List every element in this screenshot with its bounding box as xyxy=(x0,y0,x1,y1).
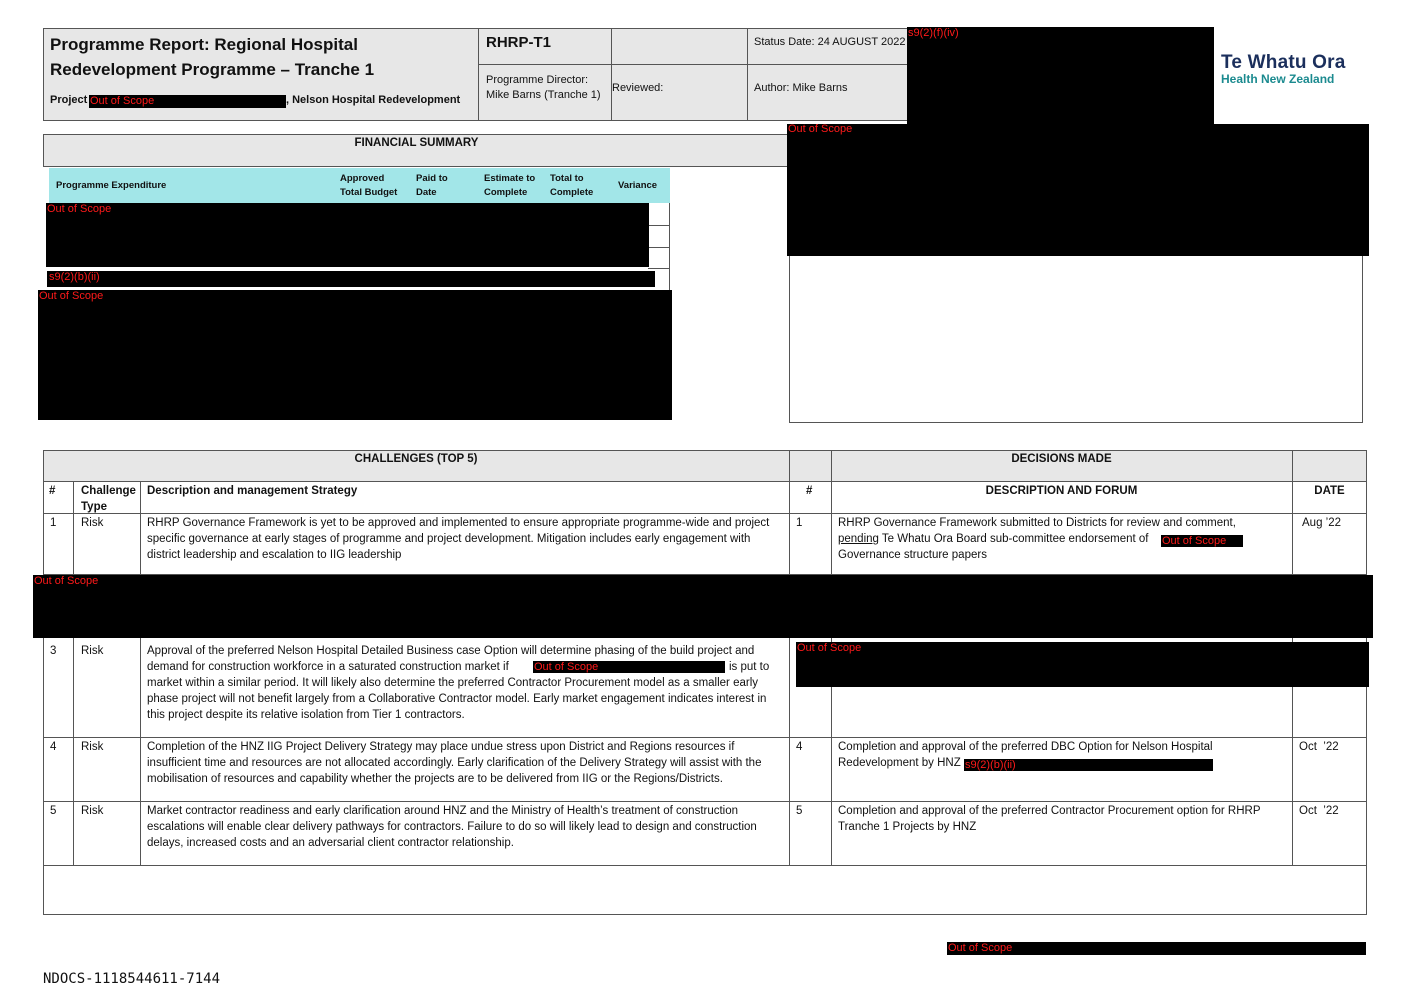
redaction-label: Out of Scope xyxy=(788,123,853,135)
redaction-financial-s9 xyxy=(47,271,655,287)
decisions-col-date: DATE xyxy=(1314,485,1345,497)
decision-num: 1 xyxy=(796,517,803,529)
challenge-type: Risk xyxy=(81,805,104,817)
decision-date: Oct ’22 xyxy=(1299,741,1339,753)
redaction-top-right xyxy=(907,27,1214,125)
challenges-title: CHALLENGES (TOP 5) xyxy=(354,453,478,465)
redaction-label: Out of Scope xyxy=(39,290,104,302)
challenge-desc-line: Approval of the preferred Nelson Hospital Detailed Business case Option will determine phasing of the build project and demand for construction workforce in a saturated construction market if xyxy=(147,645,755,673)
report-title: Programme Report: Regional Hospital Redevelopment Programme – Tranche 1 xyxy=(50,35,375,79)
decisions-title: DECISIONS MADE xyxy=(1011,453,1112,465)
challenge-num: 1 xyxy=(50,517,57,529)
redaction-label: Out of Scope xyxy=(47,203,112,215)
redaction-label: Out of Scope xyxy=(534,661,599,673)
decision-num: 4 xyxy=(796,741,803,753)
challenge-num: 4 xyxy=(50,741,57,753)
programme-code: RHRP-T1 xyxy=(486,34,552,51)
col-total-to-complete: Total to Complete xyxy=(550,173,594,198)
financial-summary-title: FINANCIAL SUMMARY xyxy=(354,137,479,149)
redaction-label: Out of Scope xyxy=(948,942,1013,954)
challenges-col-type: Challenge Type xyxy=(81,485,136,513)
decision-date: Oct ’22 xyxy=(1299,805,1339,817)
challenges-col-num: # xyxy=(49,485,56,497)
challenges-col-desc: Description and management Strategy xyxy=(147,485,358,497)
challenge-num: 3 xyxy=(50,645,57,657)
challenge-num: 5 xyxy=(50,805,57,817)
decision-date: Aug ’22 xyxy=(1302,517,1342,529)
redaction-label: Out of Scope xyxy=(797,642,862,654)
redaction-label: Out of Scope xyxy=(34,575,99,587)
col-estimate-to-complete: Estimate to Complete xyxy=(484,173,536,198)
author: Author: Mike Barns xyxy=(754,82,848,94)
challenge-type: Risk xyxy=(81,741,104,753)
status-date: Status Date: 24 AUGUST 2022 xyxy=(754,36,906,48)
challenge-desc: Market contractor readiness and early clarification around HNZ and the Ministry of Health’s treatment of construction escalations will enable clear delivery pathways for contractors. Failure to do so will likely lead to design and construction delays, increased costs and an adversarial client contractor relationship. xyxy=(147,805,757,849)
programme-director: Programme Director: Mike Barns (Tranche 1) xyxy=(486,74,601,101)
decision-num: 5 xyxy=(796,805,803,817)
redaction-label: Out of Scope xyxy=(1162,535,1227,547)
decisions-col-desc: DESCRIPTION AND FORUM xyxy=(985,485,1138,497)
redaction-decision-3 xyxy=(796,642,1369,687)
challenge-type: Risk xyxy=(81,517,104,529)
redaction-row-2 xyxy=(33,575,1373,638)
redaction-financial-rows xyxy=(46,203,649,267)
challenge-desc-line: is put to xyxy=(729,661,770,673)
decision-desc: Completion and approval of the preferred DBC Option for Nelson Hospital Redevelopment by HNZ xyxy=(838,741,1213,769)
col-variance: Variance xyxy=(618,180,658,191)
challenge-type: Risk xyxy=(81,645,104,657)
redaction-financial-block xyxy=(38,290,672,420)
decision-desc: RHRP Governance Framework submitted to Districts for review and comment, pending Te Whatu Ora Board sub-committee endorsement of Governance structure papers xyxy=(838,517,1236,561)
col-programme-expenditure: Programme Expenditure xyxy=(56,180,167,191)
col-paid-to-date: Paid to Date xyxy=(416,173,448,198)
redaction-label: Out of Scope xyxy=(90,95,155,107)
challenge-desc: Completion of the HNZ IIG Project Delivery Strategy may place undue stress upon District and Regions resources if insufficient time and resources are not allocated accordingly. Early clarification of the Delivery Strategy will assist with the mobilisation of resources and capability whether the projects are to be delivered from IIG or the Regions/Districts. xyxy=(147,741,762,785)
challenge-desc: market within a similar period. It will likely also determine the preferred Contractor Procurement model as a smaller early phase project will not benefit largely from a Collaborative Contractor model. Early market engagement indicates interest in this project despite its relative isolation from Tier 1 contractors. xyxy=(147,677,767,721)
document-id: NDOCS-1118544611-7144 xyxy=(43,971,221,987)
col-approved-total-budget: Approved Total Budget xyxy=(340,173,398,198)
decision-desc: Completion and approval of the preferred Contractor Procurement option for RHRP Tranche 1 Projects by HNZ xyxy=(838,805,1261,833)
reviewed-label: Reviewed: xyxy=(612,82,664,94)
project-line: Project xyxy=(50,94,88,106)
te-whatu-ora-logo: Te Whatu Ora Health New Zealand xyxy=(1221,52,1346,86)
redaction-label: s9(2)(f)(iv) xyxy=(908,27,959,39)
redaction-label: s9(2)(b)(ii) xyxy=(965,759,1016,771)
challenge-desc: RHRP Governance Framework is yet to be approved and implemented to ensure appropriate programme-wide and project specific governance at early stages of programme and project development. Mitigation includes early engagement with district leadership and escalation to IIG leadership xyxy=(147,517,770,561)
redaction-right-top xyxy=(787,124,1369,256)
redaction-label: s9(2)(b)(ii) xyxy=(49,271,100,283)
decisions-col-num: # xyxy=(806,485,813,497)
project-suffix: , Nelson Hospital Redevelopment xyxy=(286,94,461,106)
